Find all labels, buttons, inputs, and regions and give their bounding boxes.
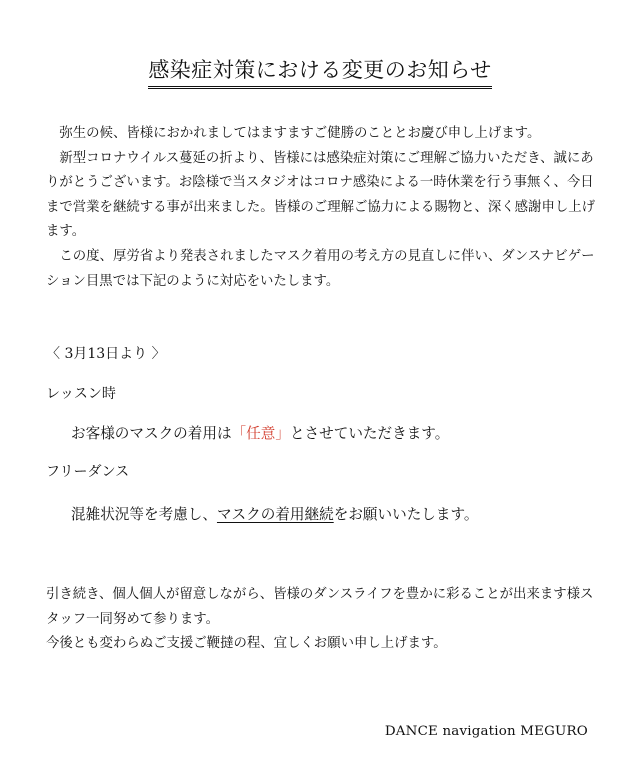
closing-commitment: 引き続き、個人個人が留意しながら、皆様のダンスライフを豊かに彩ることが出来ます様スタッフ一同努めて参ります。	[46, 587, 594, 627]
title-container	[0, 56, 640, 89]
intro-thanks: 新型コロナウイルス蔓延の折より、皆様には感染症対策にご理解ご協力いただき、誠にありがとうございます。お陰様で当スタジオはコロナ感染による一時休業を行う事無く、今日まで営業を継続する事が出来ました。皆様のご理解ご協力による賜物と、深く感謝申し上げます。	[46, 150, 596, 240]
intro-greeting: 弥生の候、皆様におかれましてはますますご健勝のこととお慶び申し上げます。	[59, 126, 541, 141]
closing-section	[46, 583, 606, 657]
notice-title: 感染症対策における変更のお知らせ	[148, 56, 491, 89]
lesson-label: レッスン時	[46, 386, 116, 402]
lesson-optional-highlight: 「任意」	[231, 425, 290, 442]
free-dance-text-after: をお願いいたします。	[333, 506, 479, 523]
free-dance-text-before: 混雑状況等を考慮し、	[71, 506, 217, 523]
signature: DANCE navigation MEGURO	[384, 724, 588, 739]
lesson-text-after: とさせていただきます。	[289, 425, 450, 442]
intro-announcement: この度、厚労省より発表されましたマスク着用の考え方の見直しに伴い、ダンスナビゲーション目黒では下記のように対応をいたします。	[46, 248, 595, 289]
lesson-text-before: お客様のマスクの着用は	[71, 425, 232, 442]
free-dance-label: フリーダンス	[46, 464, 130, 480]
lesson-policy	[71, 421, 449, 447]
effective-date: 〈 3月13日より 〉	[46, 346, 166, 362]
free-dance-underlined: マスクの着用継続	[216, 506, 334, 523]
intro-section	[46, 122, 602, 294]
free-dance-policy	[71, 502, 479, 528]
closing-regards: 今後とも変わらぬご支援ご鞭撻の程、宜しくお願い申し上げます。	[46, 636, 447, 652]
